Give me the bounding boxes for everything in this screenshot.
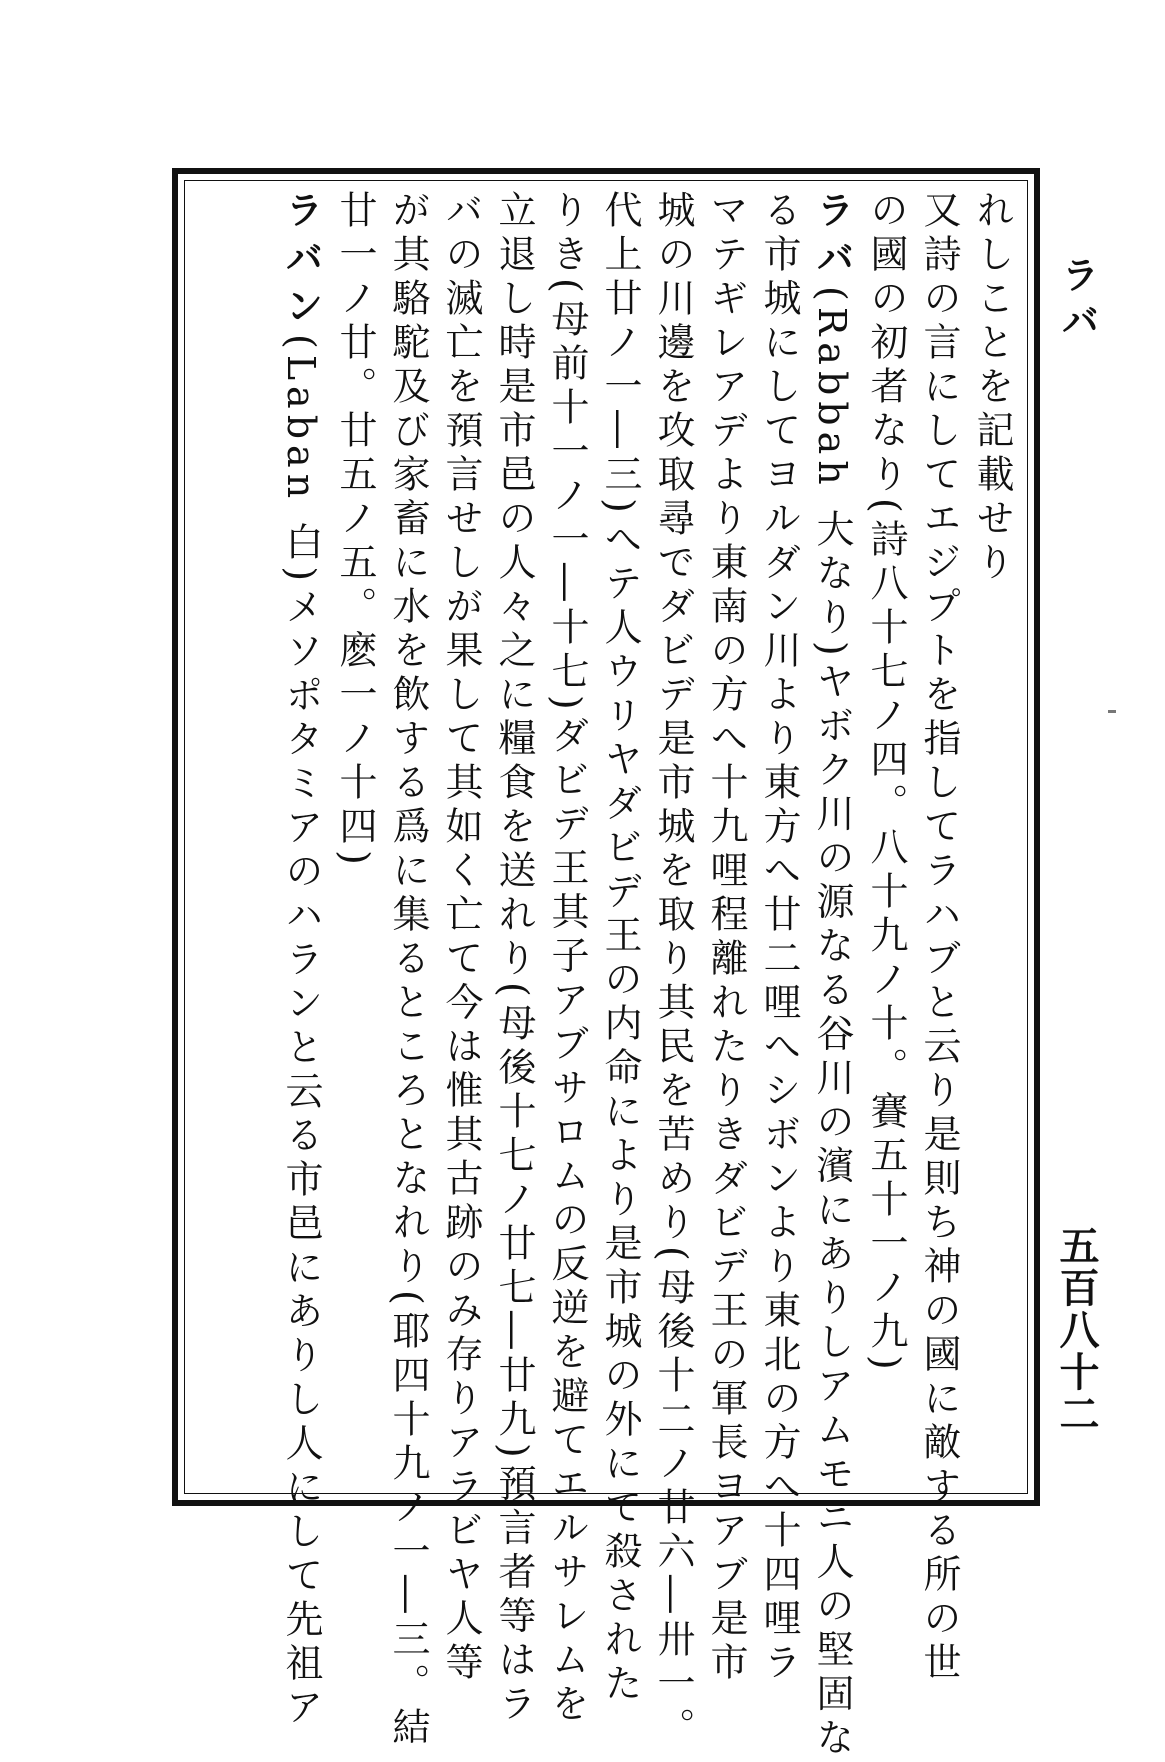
entry-headword: ラバン — [279, 190, 324, 334]
entry-headword: ラバ — [810, 190, 855, 286]
entry-text: (Rabbah 大なり)ヤボク川の源なる谷川の濱にありしアムモニ人の堅固な — [810, 286, 854, 1762]
text-line: が其駱駝及び家畜に水を飲する爲に集るところとなれり(耶四十九ノ一―三。結 — [386, 190, 430, 1751]
text-line: れしことを記載せり — [970, 190, 1014, 586]
text-line: マテギレアデより東南の方へ十九哩程離れたりきダビデ王の軍長ヨアブ是市 — [704, 190, 748, 1686]
text-line: 立退し時是市邑の人々之に糧食を送れり(母後十七ノ廿七―廿九)預言者等はラ — [492, 190, 536, 1728]
entry-line — [805, 190, 859, 1762]
text-line: 廿一ノ廿。廿五ノ五。麽一ノ十四) — [333, 190, 377, 871]
text-line: の國の初者なり(詩八十七ノ四。八十九ノ十。賽五十一ノ九) — [864, 190, 908, 1376]
entry-line — [274, 190, 328, 1732]
entry-text: (Laban 白)メソポタミアのハランと云る市邑にありし人にして先祖ア — [279, 334, 323, 1732]
text-line: 代上廿ノ一―三)へテ人ウリヤダビデ王の内命により是市城の外にて殺された — [598, 190, 642, 1707]
running-header: ラバ — [1055, 255, 1100, 347]
text-line: バの滅亡を預言せしが果して其如く亡て今は惟其古跡のみ存りアラビヤ人等 — [439, 190, 483, 1686]
dictionary-text — [192, 190, 1018, 1762]
text-line: 城の川邊を攻取尋でダビデ是市城を取り其民を苦めり(母後十二ノ廿六―卅一。 — [651, 190, 695, 1751]
text-line: りき(母前十一ノ一―十七)ダビデ王其子アブサロムの反逆を避てエルサレムを — [545, 190, 589, 1728]
text-line: る市城にしてヨルダン川より東方へ廿二哩へシボンより東北の方へ十四哩ラ — [757, 190, 801, 1686]
page-number: 五百八十二 — [1053, 1225, 1100, 1435]
scan-mark — [1108, 710, 1116, 713]
text-line: 又詩の言にしてエジプトを指してラハブと云り是則ち神の國に敵する所の世 — [917, 190, 961, 1686]
